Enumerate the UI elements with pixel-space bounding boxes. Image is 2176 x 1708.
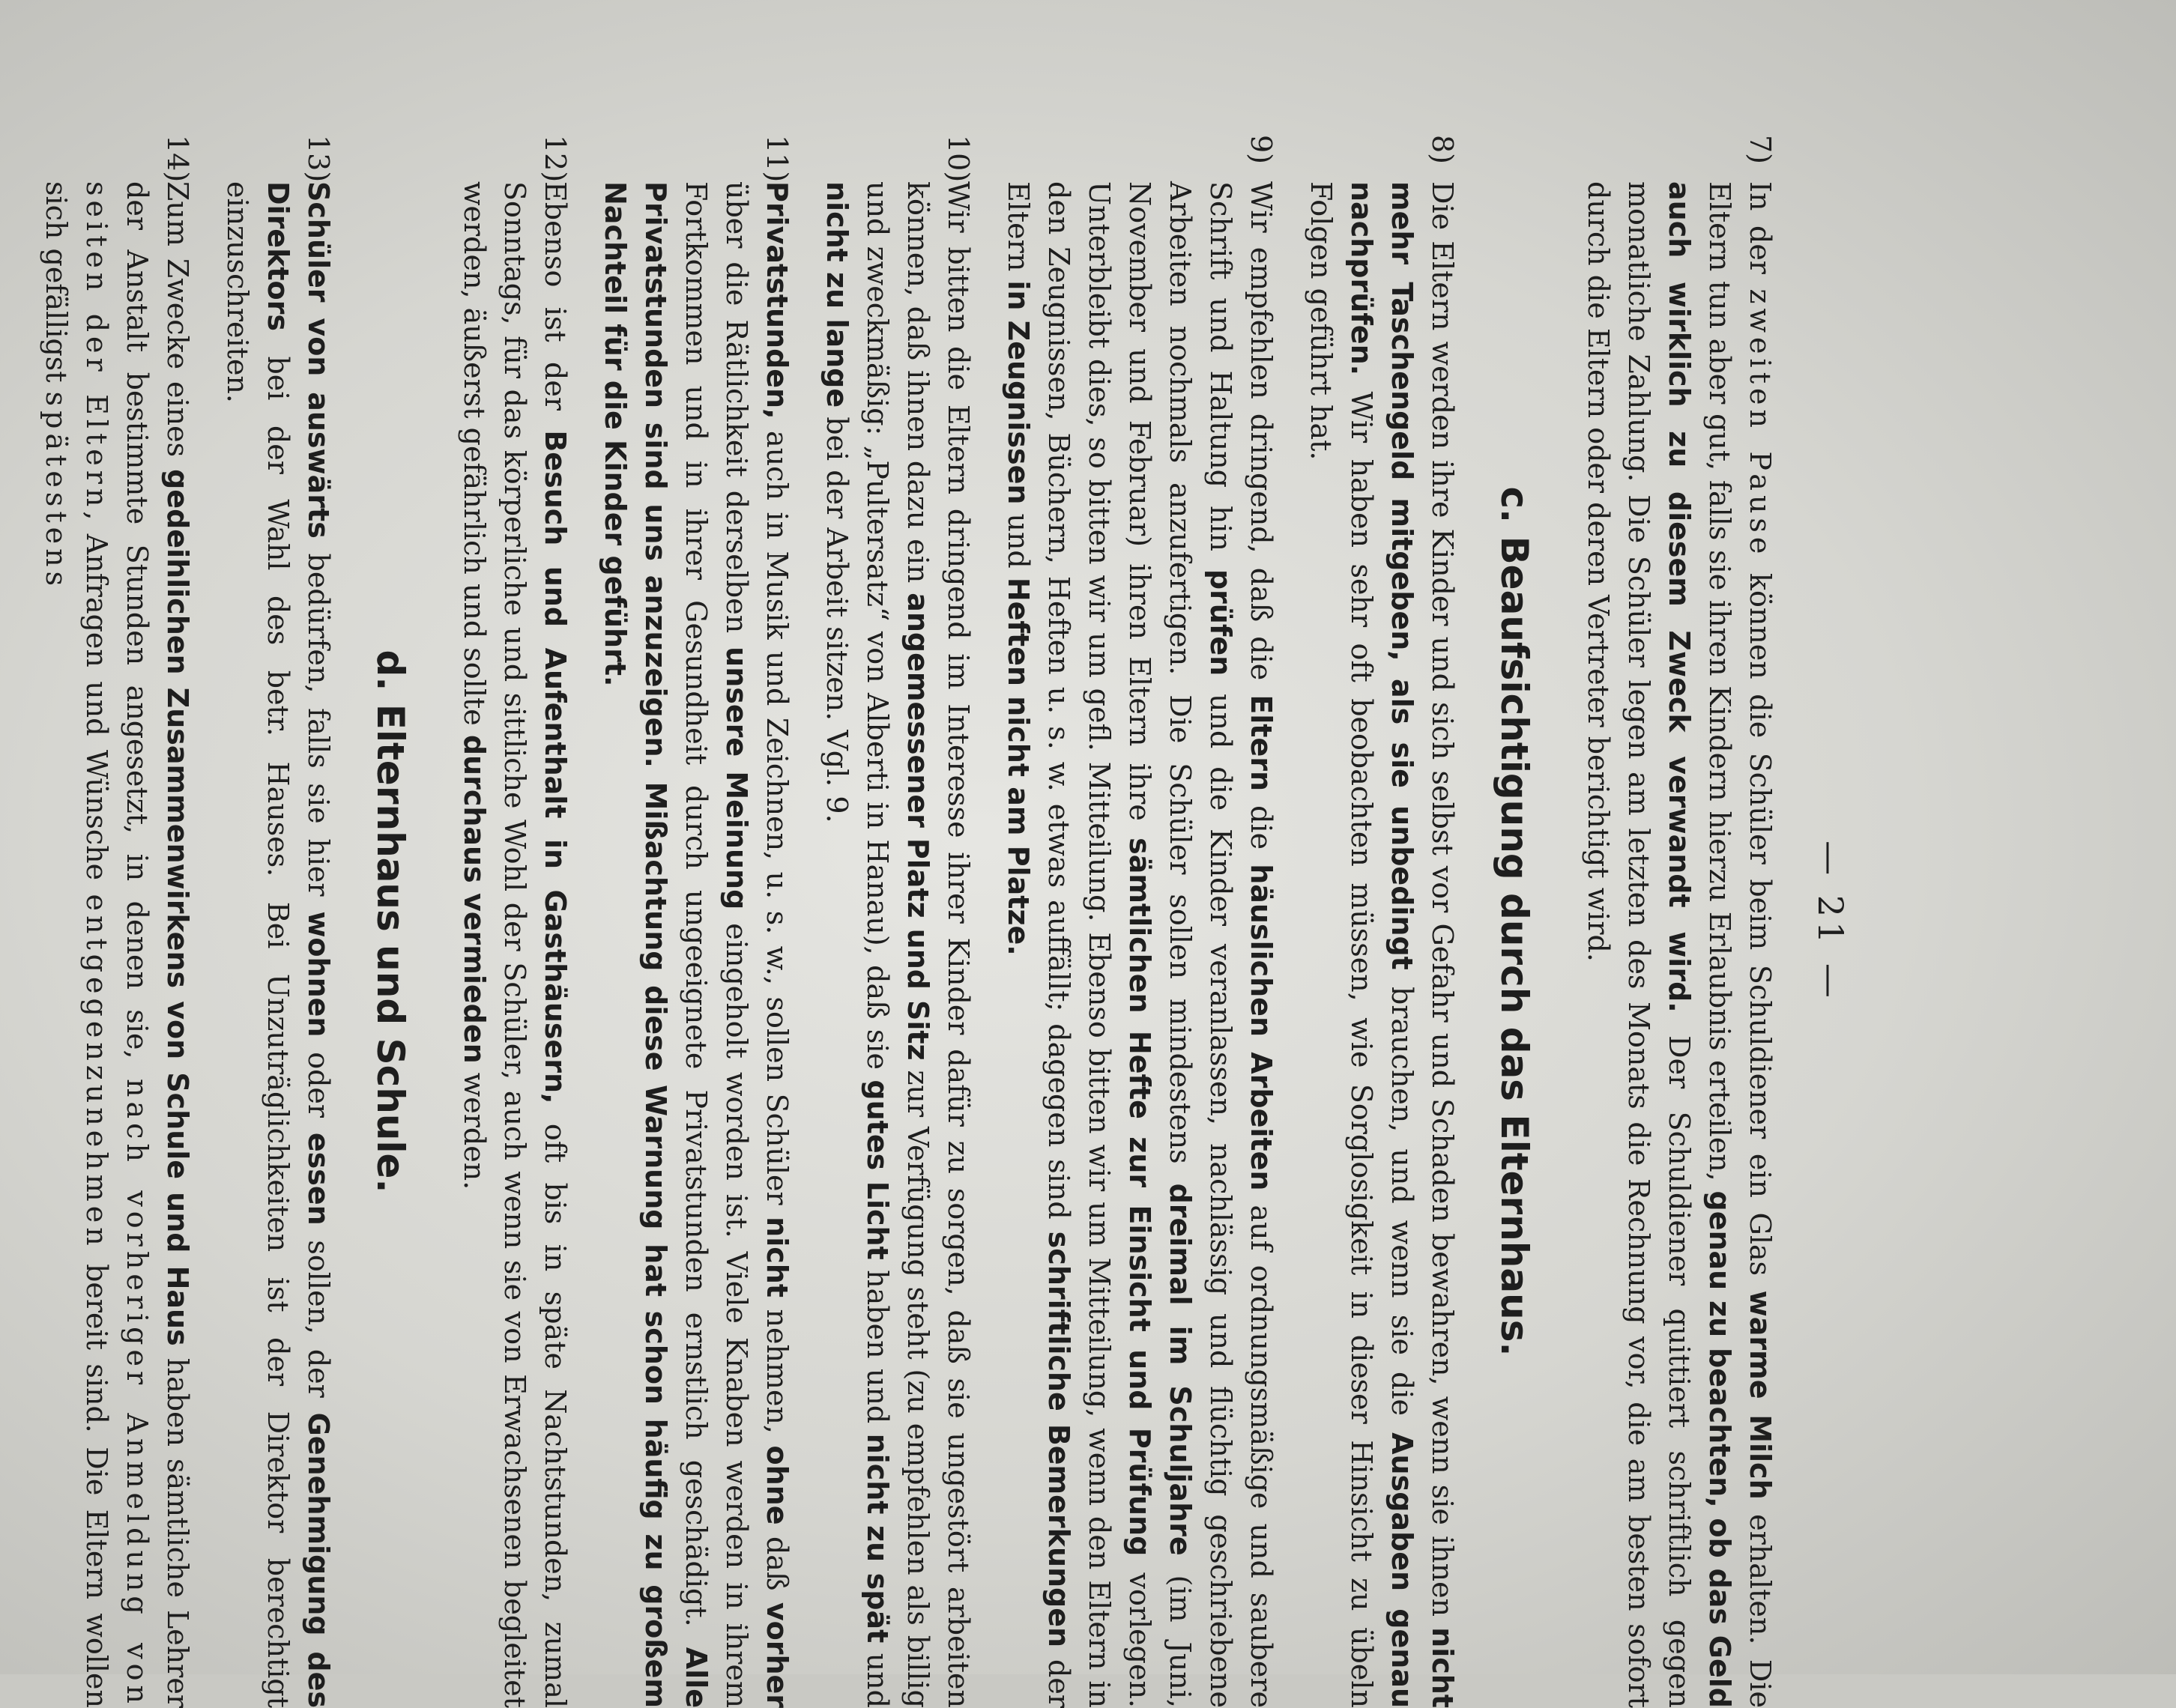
text: nehmen, — [761, 1297, 794, 1446]
spaced-text: nach vorheriger Anmeldung von seiten der Eltern — [80, 181, 154, 1708]
bold-text: Privatstunden, — [761, 181, 794, 420]
page-number: — 21 — — [1810, 841, 1851, 1002]
bold-text: sämtlichen Hefte zur Einsicht und Prüfung — [1123, 838, 1156, 1557]
text: und — [1002, 504, 1035, 578]
bold-text: durchaus vermieden — [458, 734, 491, 1064]
text: auf ordnungsmäßige und saubere Schrift und Haltung hin — [1204, 181, 1278, 1708]
paragraph-9 — [998, 135, 1281, 1708]
text: Die Eltern werden ihre Kinder und sich selbst vor Gefahr und Schaden bewahren, wenn sie ihnen — [1426, 181, 1459, 1628]
bold-text: angemessener Platz und Sitz — [901, 593, 934, 1061]
paragraph-14 — [36, 135, 198, 1708]
text: oder — [302, 1037, 335, 1133]
text: vorlegen. Unterbleibt dies, so bitten wir um gefl. Mitteilung. Ebenso bitten wir um Mitteilung, wenn den Eltern in den Zeugnissen, Büchern, Heften u. s. w. etwas auffällt; dagegen sind — [1042, 181, 1156, 1708]
paragraph-number: 14) — [161, 135, 194, 183]
rotated-page — [40, 135, 1851, 1708]
text: werden. — [458, 1063, 491, 1190]
bold-text: vorher — [761, 1602, 794, 1708]
bold-text: gedeihlichen Zusammenwirkens von Schule und Haus — [161, 469, 194, 1346]
bold-text: genau zu beachten, ob das Geld auch wirklich zu diesem Zweck verwandt wird. — [1663, 181, 1736, 1708]
bold-text: in Zeugnissen — [1002, 280, 1035, 505]
paragraph-number: 12) — [539, 135, 572, 183]
text: haben sämtliche Lehrer der Anstalt bestimmte Stunden angesetzt, in denen sie, — [121, 181, 194, 1708]
text: haben und — [861, 1259, 894, 1434]
bold-text: unsere Meinung — [720, 646, 753, 910]
text: Wir bitten die Eltern dringend im Interesse ihrer Kinder dafür zu sorgen, daß sie ungestört arbeiten können, daß ihnen dazu ein — [901, 181, 975, 1708]
text: Ebenso ist der — [539, 181, 572, 431]
text: In der — [1744, 181, 1777, 289]
text: bei der Arbeit sitzen. Vgl. 9. — [820, 408, 853, 823]
text: oft bis in späte Nachtstunden, zumal Sonntags, für das körperliche und sittliche Wohl der Schüler, auch wenn sie von Erwachsenen begleitet werden, äußerst gefährlich und sollte — [458, 181, 572, 1708]
text: , Anfragen und Wünsche — [80, 511, 113, 894]
bold-text: prüfen — [1204, 569, 1237, 676]
bold-text: Heften nicht am Platze. — [1002, 577, 1035, 956]
text: über die Rätlichkeit derselben — [720, 181, 753, 647]
bold-text: Eltern — [1245, 694, 1278, 792]
text: und — [861, 1643, 894, 1708]
bold-text: gutes Licht — [861, 1079, 894, 1260]
paragraph-number: 11) — [761, 135, 794, 183]
section-heading-c: c. Beaufsichtigung durch das Elternhaus. — [1493, 486, 1536, 1357]
text: Der Schuldiener quittiert schriftlich gegen monatliche Zahlung. Die Schüler legen am letzten des Monats die Rechnung vor, die am besten sofort durch die Eltern oder deren Vertreter berichtigt wird. — [1582, 181, 1696, 1708]
text: auch in Musik und Zeichnen, u. s. w., sollen Schüler — [761, 419, 794, 1217]
text: zur Verfügung steht (zu empfehlen als billig und zweckmäßig: „Pultersatz“ von Alberti in Hanau), daß sie — [861, 181, 934, 1708]
spaced-text: entgegenzunehmen — [80, 894, 113, 1250]
bold-text: nicht — [761, 1217, 794, 1297]
text: daß — [761, 1524, 794, 1602]
paragraph-number: 10) — [942, 135, 975, 183]
text: und die Kinder veranlassen, nachlässig und flüchtig geschriebene Arbeiten nochmals anzufertigen. Die Schüler sollen mindestens — [1164, 181, 1237, 1708]
paragraph-7 — [1578, 135, 1780, 1708]
bold-text: Genehmigung des Direktors — [262, 181, 335, 1708]
text: eingeholt worden ist. Viele Knaben werden in ihrem Fortkommen und in ihrer Gesundheit durch ungeeignete Privatstunden ernstlich geschädigt. — [680, 181, 753, 1708]
section-heading-d: d. Elternhaus und Schule. — [369, 649, 412, 1193]
bold-text: häuslichen Arbeiten — [1245, 864, 1278, 1191]
paragraph-10 — [817, 135, 979, 1708]
text: bereit sind. Die Eltern wollen sich gefälligst — [40, 181, 113, 1708]
paragraph-number: 9) — [1245, 135, 1278, 165]
bold-text: nicht zu spät — [861, 1433, 894, 1644]
spaced-text: zweiten Pause — [1744, 288, 1777, 559]
text: brauchen, und wenn sie die — [1385, 969, 1418, 1433]
bold-text: warme Milch — [1744, 1290, 1777, 1500]
paragraph-11 — [595, 135, 797, 1708]
text: können die Schüler beim Schuldiener ein Glas — [1744, 558, 1777, 1291]
text: der Eltern — [1002, 181, 1075, 1708]
text: Zum Zwecke eines — [161, 181, 194, 470]
text: erhalten. Die Eltern tun aber gut, falls sie ihren Kindern hierzu Erlaubnis erteilen, — [1703, 181, 1777, 1708]
bold-text: Alle Privatstunden sind uns anzuzeigen. Mißachtung diese Warnung hat schon häufig zu großem Nachteil für die Kinder geführt. — [599, 181, 713, 1708]
paragraph-number: 8) — [1426, 135, 1459, 165]
bold-text: Besuch und Aufenthalt in Gasthäusern, — [539, 430, 572, 1104]
bold-text: essen — [302, 1132, 335, 1226]
spaced-text: spätestens — [40, 391, 73, 591]
text: sollen, der — [302, 1225, 335, 1413]
text: Wir haben sehr oft beobachten müssen, wie Sorglosigkeit in dieser Hinsicht zu übeln Folgen geführt hat. — [1305, 181, 1378, 1708]
text: die — [1245, 791, 1278, 864]
text: bedürfen, falls sie hier — [302, 538, 335, 912]
paragraph-12 — [454, 135, 575, 1708]
text: (im Juni, November und Februar) ihren Eltern ihre — [1123, 181, 1197, 1708]
bold-text: nicht zu lange — [820, 181, 853, 408]
paragraph-13 — [217, 135, 339, 1708]
bold-text: schriftliche Bemerkungen — [1042, 1231, 1075, 1648]
bold-text: nicht mehr Taschengeld mitgeben, als sie unbedingt — [1385, 181, 1459, 1708]
bold-text: Schüler von auswärts — [302, 181, 335, 539]
paragraph-number: 13) — [302, 135, 335, 183]
text: Wir empfehlen dringend, daß die — [1245, 181, 1278, 695]
paragraph-8 — [1301, 135, 1463, 1708]
text: bei der Wahl des betr. Hauses. Bei Unzuträglichkeiten ist der Direktor berechtigt einzuschreiten. — [221, 181, 294, 1708]
bold-text: Ausgaben genau nachprüfen. — [1345, 181, 1418, 1708]
bold-text: wohnen — [302, 911, 335, 1038]
paragraph-number: 7) — [1744, 135, 1777, 165]
bold-text: dreimal im Schuljahre — [1164, 1183, 1197, 1556]
bold-text: ohne — [761, 1445, 794, 1525]
